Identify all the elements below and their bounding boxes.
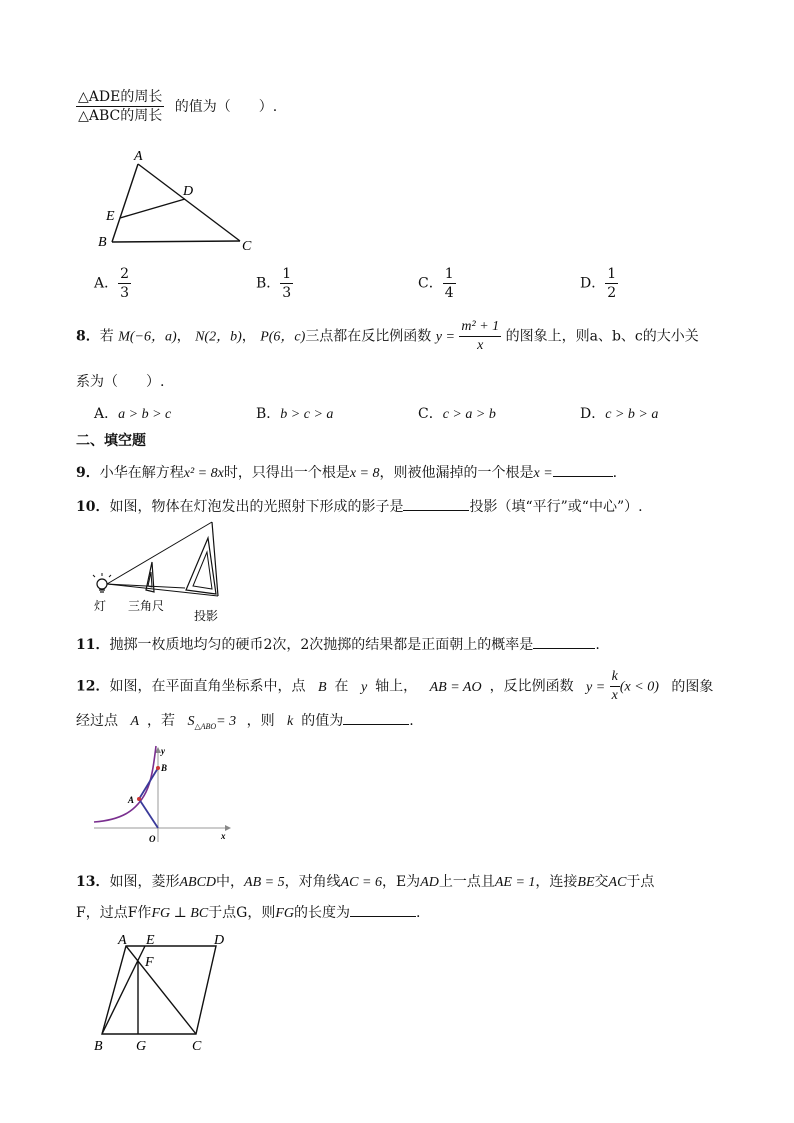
segment-ab — [139, 768, 158, 799]
q12-line1 — [76, 668, 713, 705]
lightbulb-icon — [93, 573, 111, 592]
fig-label-x: x — [221, 831, 226, 841]
q12-text2: 在 — [334, 678, 349, 695]
q13-answer-blank[interactable] — [350, 902, 416, 917]
q12-text8: ，则 — [246, 713, 275, 729]
q7-frac-numerator: △ADE的周长 — [78, 89, 163, 105]
q13-t4: ，E为 — [381, 874, 421, 890]
option-fraction — [118, 265, 131, 302]
ray-bottom — [107, 584, 218, 596]
q7-triangle-figure — [90, 146, 270, 256]
option-label: C． — [418, 275, 443, 292]
label-b: B — [98, 235, 107, 250]
q12-text7: ，若 — [147, 713, 176, 729]
q13-t7: 交 — [594, 874, 609, 890]
section-title-fill-blank: 二、填空题 — [76, 433, 146, 449]
option-label: C． — [418, 406, 443, 422]
label-d: D — [214, 933, 225, 948]
q8-option-d[interactable] — [580, 404, 658, 425]
q13-t11: 的长度为 — [294, 905, 351, 921]
q11-answer-blank[interactable] — [533, 634, 595, 649]
label-c: C — [192, 1039, 202, 1054]
den: x — [611, 688, 618, 703]
q12-func-cond: (x < 0) — [619, 679, 659, 695]
q8-point-m: M(−6，a) — [118, 329, 177, 345]
q12-point-b: B — [317, 679, 327, 695]
q13-t2: 中， — [216, 874, 245, 890]
q13-abcd: ABCD — [179, 875, 217, 890]
q9-line — [76, 462, 617, 484]
den: 4 — [444, 285, 454, 301]
label-ruler: 三角尺 — [128, 599, 165, 613]
option-fraction — [605, 265, 618, 302]
option-label: A． — [94, 406, 119, 422]
q13-ad: AD — [420, 875, 439, 890]
q12-end: . — [409, 713, 414, 729]
fig-label-b: B — [161, 763, 168, 773]
q7-suffix: 的值为（ ）. — [174, 98, 278, 115]
q12-point-a: A — [130, 714, 140, 729]
q13-number: 13． — [76, 874, 110, 890]
q8-func-lhs: y = — [435, 329, 455, 345]
fig-label-a: A — [128, 795, 135, 805]
q12-line2 — [76, 710, 414, 737]
q11-text: 抛掷一枚质地均匀的硬币2次，2次抛掷的结果都是正面朝上的概率是 — [109, 637, 534, 653]
q13-t5: 上一点且 — [438, 874, 495, 890]
q12-text6: 经过点 — [76, 713, 118, 729]
q7-option-c[interactable] — [418, 265, 456, 302]
q10-number: 10． — [76, 499, 110, 515]
q8-option-a[interactable] — [94, 404, 171, 425]
q12-coordinate-figure — [90, 742, 240, 848]
q12-area-eq: = 3 — [216, 714, 237, 729]
q13-t3: ，对角线 — [284, 874, 341, 890]
option-label: D． — [580, 406, 606, 422]
option-expr: c > b > a — [605, 407, 659, 422]
den: 3 — [282, 285, 292, 301]
shadow-inner — [193, 552, 212, 589]
option-label: D． — [580, 275, 606, 292]
point-b — [156, 766, 160, 770]
option-fraction — [280, 265, 293, 302]
q12-text4: ，反比例函数 — [489, 678, 574, 695]
option-expr: c > a > b — [442, 407, 496, 422]
option-expr: b > c > a — [280, 407, 334, 422]
q12-func-lhs: y = — [586, 679, 606, 695]
q12-func-fraction — [610, 668, 620, 705]
q12-number: 12． — [76, 678, 110, 695]
q8-func-fraction — [459, 318, 501, 355]
q10-projection-figure — [90, 520, 240, 626]
q9-text1: 小华在解方程 — [99, 465, 184, 481]
label-shadow: 投影 — [194, 609, 219, 623]
num: 1 — [444, 266, 454, 282]
q13-t9: F，过点F作 — [76, 905, 152, 921]
label-e: E — [146, 933, 155, 948]
q8-text1: 若 — [99, 328, 114, 345]
q12-text1: 如图，在平面直角坐标系中，点 — [109, 678, 306, 695]
q9-text2: 时，只得出一个根是 — [223, 465, 350, 481]
q8-point-p: P(6，c) — [260, 329, 306, 345]
q9-number: 9． — [76, 465, 100, 481]
q12-text5: 的图象 — [671, 678, 714, 695]
num: m² + 1 — [461, 319, 500, 334]
q13-ae1: AE = 1 — [494, 875, 536, 890]
q13-ac: AC — [608, 875, 627, 890]
q10-line — [76, 496, 643, 517]
q8-line1 — [76, 318, 699, 355]
edge-ab — [112, 164, 138, 242]
label-f: F — [145, 955, 154, 970]
q13-ac6: AC = 6 — [340, 875, 382, 890]
q7-option-a[interactable] — [94, 265, 131, 302]
q9-answer-blank[interactable] — [553, 462, 613, 477]
q10-text1: 如图，物体在灯泡发出的光照射下形成的影子是 — [109, 499, 404, 515]
q12-axis-y: y — [360, 679, 368, 695]
q8-text2: 三点都在反比例函数 — [305, 328, 432, 345]
q12-eq: AB = AO — [429, 679, 482, 695]
edge-bc — [112, 241, 240, 242]
label-g: G — [136, 1039, 147, 1054]
label-a: A — [118, 933, 127, 948]
q12-text9: 的值为 — [301, 713, 344, 729]
q13-fgbc: FG ⊥ BC — [151, 906, 209, 921]
fig-label-o: O — [149, 834, 156, 844]
q12-area-subscript: △ABO — [194, 721, 217, 731]
q8-sep1: ， — [176, 328, 191, 345]
edge-ac — [138, 164, 240, 241]
fig-label-y: y — [161, 746, 165, 756]
label-c: C — [242, 239, 252, 254]
q13-fg: FG — [275, 906, 295, 921]
q9-equation: x² = 8x — [183, 466, 224, 481]
q8-sep2: ， — [241, 328, 256, 345]
q13-t6: ，连接 — [535, 874, 578, 890]
q9-end: . — [612, 465, 618, 481]
q8-option-b[interactable] — [256, 404, 333, 425]
den: x — [477, 338, 484, 353]
q7-frac-denominator: △ABC的周长 — [78, 108, 163, 124]
q11-number: 11． — [76, 637, 110, 653]
num: 1 — [607, 266, 617, 282]
segment-ao — [139, 799, 158, 828]
q12-answer-blank[interactable] — [343, 710, 409, 725]
q8-point-n: N(2，b) — [195, 329, 242, 345]
q7-option-b[interactable] — [256, 265, 293, 302]
label-d: D — [183, 184, 194, 199]
diagonal-ac — [126, 946, 196, 1034]
q12-k: k — [287, 714, 294, 729]
q11-line — [76, 634, 600, 655]
q13-be: BE — [577, 875, 595, 890]
q13-line2 — [76, 902, 420, 924]
q13-line1 — [76, 872, 654, 893]
q8-text3: 的图象上，则a、b、c的大小关 — [505, 328, 699, 345]
q12-area-s: S — [187, 714, 195, 729]
option-label: B． — [256, 406, 281, 422]
q13-t10: 于点G，则 — [208, 905, 276, 921]
q8-number: 8． — [76, 328, 100, 345]
option-label: B． — [256, 275, 281, 292]
q12-text3: 轴上， — [375, 678, 418, 695]
label-a: A — [134, 149, 143, 164]
q13-rhombus-figure — [90, 928, 250, 1056]
q7-option-d[interactable] — [580, 265, 618, 302]
q9-text3: ，则被他漏掉的一个根是 — [379, 465, 534, 481]
q8-option-c[interactable] — [418, 404, 496, 425]
q11-end: . — [595, 637, 600, 653]
q13-end: . — [416, 905, 421, 921]
point-a — [137, 797, 141, 801]
q13-ab5: AB = 5 — [244, 875, 285, 890]
num: k — [611, 669, 618, 684]
q13-t1: 如图，菱形 — [109, 874, 180, 890]
option-fraction — [443, 265, 456, 302]
option-expr: a > b > c — [118, 407, 172, 422]
label-e: E — [106, 209, 115, 224]
option-label: A． — [94, 275, 119, 292]
q10-answer-blank[interactable] — [403, 496, 469, 511]
q7-fraction — [76, 88, 164, 125]
ray-top — [107, 522, 212, 584]
den: 2 — [607, 285, 617, 301]
q9-root: x = 8 — [349, 466, 380, 481]
label-b: B — [94, 1039, 103, 1054]
edge-de — [120, 199, 185, 218]
q9-answer-lhs: x = — [533, 466, 553, 481]
q13-t8: 于点 — [626, 874, 655, 890]
q10-text2: 投影（填“平行”或“中心”）. — [469, 499, 643, 515]
den: 3 — [120, 285, 130, 301]
num: 2 — [120, 266, 130, 282]
rhombus-abcd — [102, 946, 216, 1034]
q7-ratio-line — [76, 88, 277, 125]
q8-line2: 系为（ ）. — [76, 374, 165, 390]
num: 1 — [282, 266, 292, 282]
label-lamp: 灯 — [94, 599, 107, 613]
